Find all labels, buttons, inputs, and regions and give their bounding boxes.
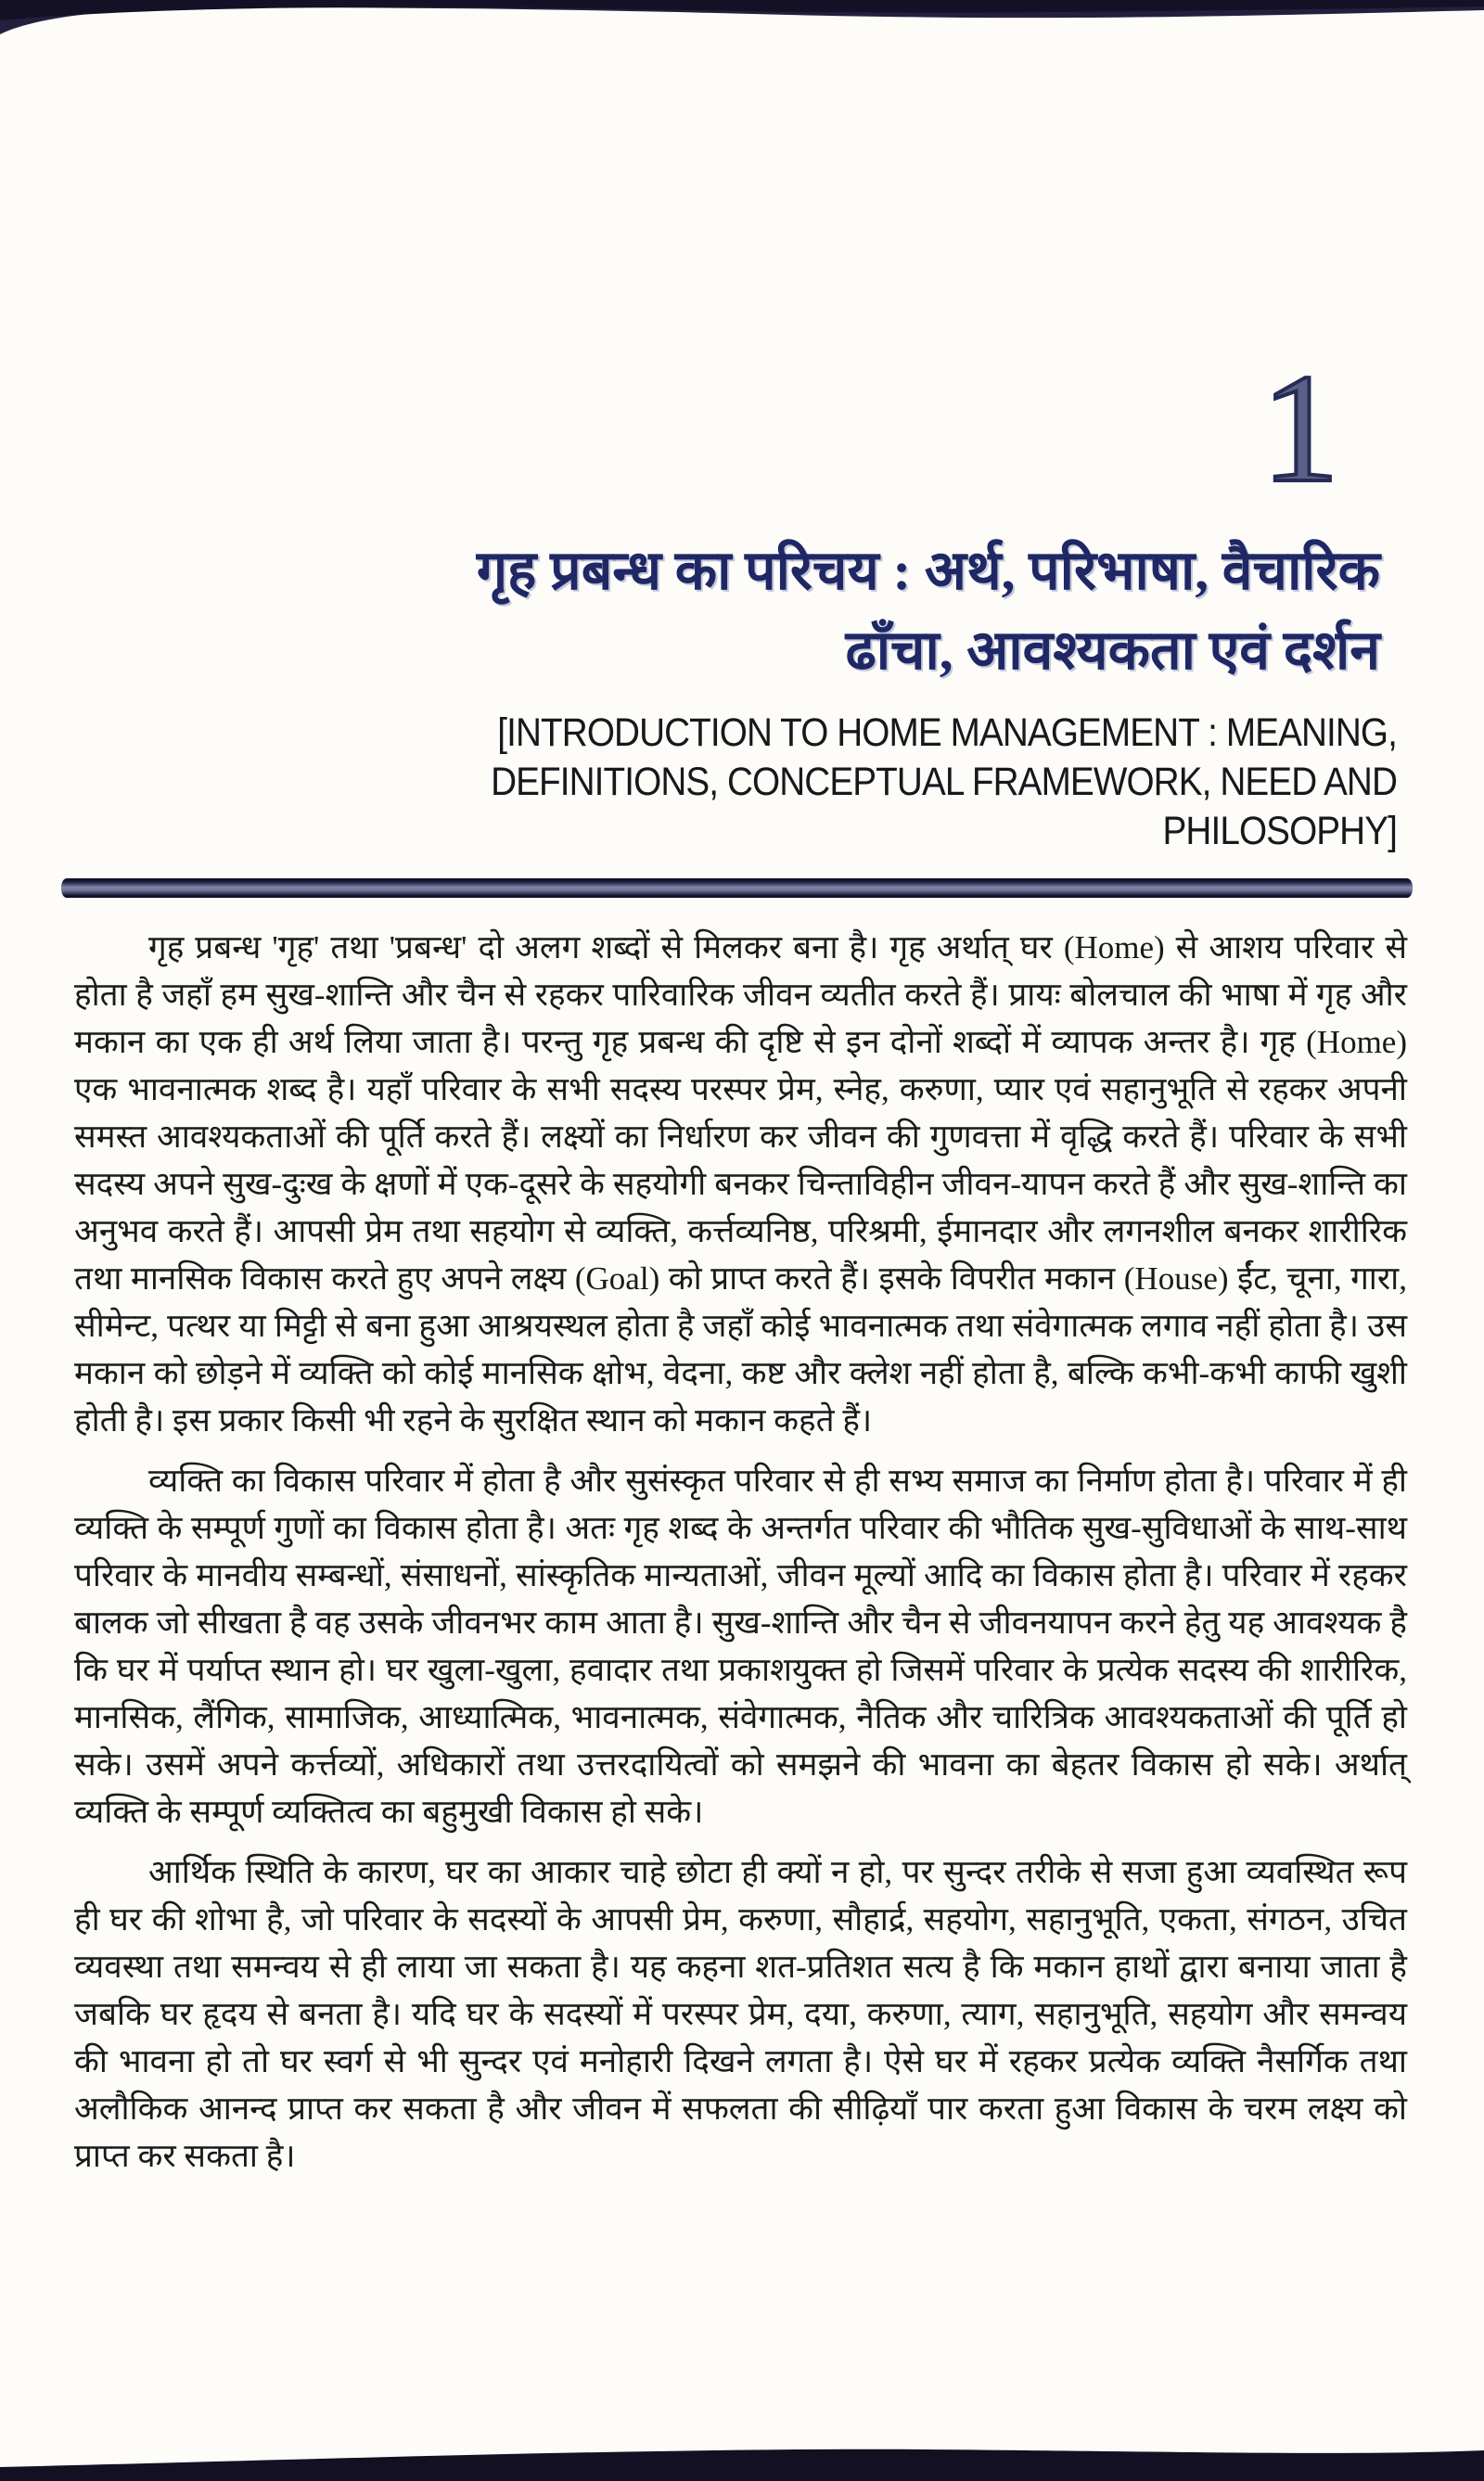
chapter-title-english-line-1: [INTRODUCTION TO HOME MANAGEMENT : MEANING, [497,710,1397,755]
scan-edge-top [0,0,1484,37]
body-paragraph-3: आर्थिक स्थिति के कारण, घर का आकार चाहे छोटा ही क्यों न हो, पर सुन्दर तरीके से सजा हुआ व्यवस्थित रूप ही घर की शोभा है, जो परिवार के सदस्यों के आपसी प्रेम, करुणा, सौहार्द्र, सहयोग, सहानुभूति, एकता, संगठन, उचित व्यवस्था तथा समन्वय से ही लाया जा सकता है। यह कहना शत-प्रतिशत सत्य है कि मकान हाथों द्वारा बनाया जाता है जबकि घर हृदय से बनता है। यदि घर के सदस्यों में परस्पर प्रेम, दया, करुणा, त्याग, सहानुभूति, सहयोग और समन्वय की भावना हो तो घर स्वर्ग से भी सुन्दर एवं मनोहारी दिखने लगता है। ऐसे घर में रहकर प्रत्येक व्यक्ति नैसर्गिक तथा अलौकिक आनन्द प्राप्त कर सकता है और जीवन में सफलता की सीढ़ियाँ पार करता हुआ विकास के चरम लक्ष्य को प्राप्त कर सकता है। [74,1854,1407,2174]
body-paragraph-1: गृह प्रबन्ध 'गृह' तथा 'प्रबन्ध' दो अलग शब्दों से मिलकर बना है। गृह अर्थात् घर (Home) से आशय परिवार से होता है जहाँ हम सुख-शान्ति और चैन से रहकर पारिवारिक जीवन व्यतीत करते हैं। प्रायः बोलचाल की भाषा में गृह और मकान का एक ही अर्थ लिया जाता है। परन्तु गृह प्रबन्ध की दृष्टि से इन दोनों शब्दों में व्यापक अन्तर है। गृह (Home) एक भावनात्मक शब्द है। यहाँ परिवार के सभी सदस्य परस्पर प्रेम, स्नेह, करुणा, प्यार एवं सहानुभूति से रहकर अपनी समस्त आवश्यकताओं की पूर्ति करते हैं। लक्ष्यों का निर्धारण कर जीवन की गुणवत्ता में वृद्धि करते हैं। परिवार के सभी सदस्य अपने सुख-दुःख के क्षणों में एक-दूसरे के सहयोगी बनकर चिन्ताविहीन जीवन-यापन करते हैं और सुख-शान्ति का अनुभव करते हैं। आपसी प्रेम तथा सहयोग से व्यक्ति, कर्त्तव्यनिष्ठ, परिश्रमी, ईमानदार और लगनशील बनकर शारीरिक तथा मानसिक विकास करते हुए अपने लक्ष्य (Goal) को प्राप्त करते हैं। इसके विपरीत मकान (House) ईंट, चूना, गारा, सीमेन्ट, पत्थर या मिट्टी से बना हुआ आश्रयस्थल होता है जहाँ कोई भावनात्मक तथा संवेगात्मक लगाव नहीं होता है। उस मकान को छोड़ने में व्यक्ति को कोई मानसिक क्षोभ, वेदना, कष्ट और क्लेश नहीं होता है, बल्कि कभी-कभी काफी खुशी होती है। इस प्रकार किसी भी रहने के सुरक्षित स्थान को मकान कहते हैं। [74,929,1407,1439]
chapter-title-english-line-2: DEFINITIONS, CONCEPTUAL FRAMEWORK, NEED AND [491,760,1397,804]
chapter-number: 1 [1261,342,1339,515]
body-text [74,924,1407,2193]
chapter-title-hindi-line-1: गृह प्रबन्ध का परिचय : अर्थ, परिभाषा, वैचारिक [476,540,1380,601]
divider-rule [61,878,1413,898]
chapter-title-hindi-line-2: ढाँचा, आवश्यकता एवं दर्शन [845,620,1380,681]
body-paragraph-2: व्यक्ति का विकास परिवार में होता है और सुसंस्कृत परिवार से ही सभ्य समाज का निर्माण होता है। परिवार में ही व्यक्ति के सम्पूर्ण गुणों का विकास होता है। अतः गृह शब्द के अन्तर्गत परिवार की भौतिक सुख-सुविधाओं के साथ-साथ परिवार के मानवीय सम्बन्धों, संसाधनों, सांस्कृतिक मान्यताओं, जीवन मूल्यों आदि का विकास होता है। परिवार में रहकर बालक जो सीखता है वह उसके जीवनभर काम आता है। सुख-शान्ति और चैन से जीवनयापन करने हेतु यह आवश्यक है कि घर में पर्याप्त स्थान हो। घर खुला-खुला, हवादार तथा प्रकाशयुक्त हो जिसमें परिवार के प्रत्येक सदस्य की शारीरिक, मानसिक, लैंगिक, सामाजिक, आध्यात्मिक, भावनात्मक, संवेगात्मक, नैतिक और चारित्रिक आवश्यकताओं की पूर्ति हो सके। उसमें अपने कर्त्तव्यों, अधिकारों तथा उत्तरदायित्वों को समझने की भावना का बेहतर विकास हो सके। अर्थात् व्यक्ति के सम्पूर्ण व्यक्तित्व का बहुमुखी विकास हो सके। [74,1463,1407,1830]
chapter-title-hindi [130,531,1380,690]
chapter-title-english-line-3: PHILOSOPHY] [1162,809,1397,853]
chapter-title-english [257,709,1397,856]
scan-edge-bottom [0,2439,1484,2481]
